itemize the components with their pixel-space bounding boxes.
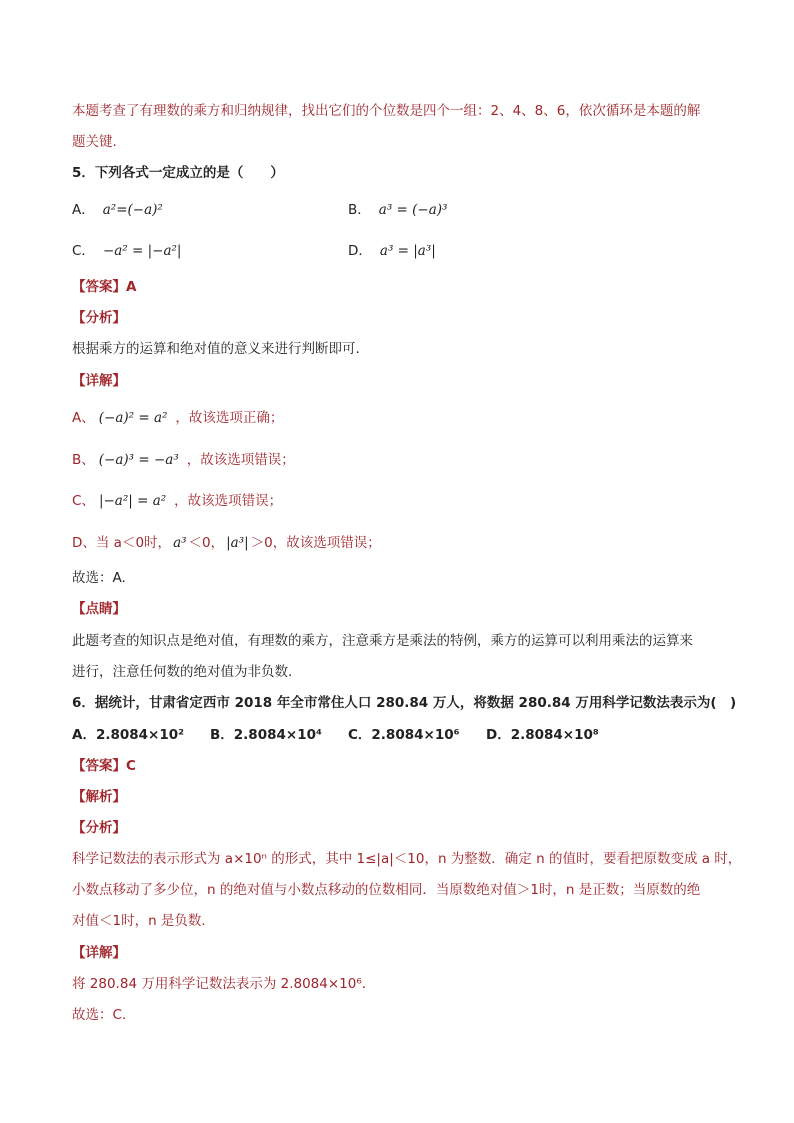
q6-analysis-line-1: 科学记数法的表示形式为 a×10ⁿ 的形式，其中 1≤|a|＜10，n 为整数．确定 n 的值时，要看把原数变成 a 时， <box>72 851 742 867</box>
q5-choose: 故选：A. <box>72 570 126 586</box>
q5-option-b-label: B． <box>348 202 371 218</box>
q5-detail-c-formula: |−a²| = a² <box>98 493 167 509</box>
q6-analysis-line-3: 对值＜1时，n 是负数． <box>72 913 215 929</box>
q5-detail-b-label: B、 <box>72 452 95 468</box>
q6-detail-text: 将 280.84 万用科学记数法表示为 2.8084×10⁶． <box>72 976 376 992</box>
q5-analysis-text: 根据乘方的运算和绝对值的意义来进行判断即可. <box>72 341 360 357</box>
q6-explain-tag: 【解析】 <box>72 789 126 805</box>
q5-option-d-formula: a³ = |a³| <box>379 243 436 259</box>
q5-answer-value: A <box>126 279 137 295</box>
q5-comment-line-1: 此题考查的知识点是绝对值，有理数的乘方，注意乘方是乘法的特例，乘方的运算可以利用乘法的运算来 <box>72 633 693 649</box>
q5-comment-line-2: 进行，注意任何数的绝对值为非负数. <box>72 664 293 680</box>
q5-detail-c-text: ，故该选项错误； <box>174 493 283 509</box>
q6-option-b: B．2.8084×10⁴ <box>210 727 322 743</box>
q5-detail-a-formula: (−a)² = a² <box>98 410 168 426</box>
prev-explanation-line-2: 题关键. <box>72 134 117 150</box>
q5-option-c-formula: −a² = |−a²| <box>102 243 182 259</box>
q5-option-d-label: D． <box>348 243 372 259</box>
q6-choose: 故选：C. <box>72 1007 127 1023</box>
q5-detail-b-formula: (−a)³ = −a³ <box>98 452 179 468</box>
q5-detail-a <box>72 408 283 428</box>
q5-option-d <box>348 241 436 261</box>
q5-option-a <box>72 200 163 220</box>
q6-detail-tag: 【详解】 <box>72 945 126 961</box>
q5-option-b-formula: a³ = (−a)³ <box>378 202 448 218</box>
q5-option-c <box>72 241 181 261</box>
q6-option-a: A．2.8084×10² <box>72 727 185 743</box>
question-6-stem: 6．据统计，甘肃省定西市 2018 年全市常住人口 280.84 万人，将数据 280.84 万用科学记数法表示为( ) <box>72 695 737 711</box>
q5-detail-d-mid: ＜0， <box>188 535 225 551</box>
q5-comment-tag: 【点睛】 <box>72 601 126 617</box>
q6-answer <box>72 756 136 776</box>
q5-option-a-formula: a²=(−a)² <box>102 202 163 218</box>
q5-detail-c <box>72 491 282 511</box>
prev-explanation-line-1: 本题考查了有理数的乘方和归纳规律，找出它们的个位数是四个一组：2、4、8、6，依次循环是本题的解 <box>72 103 701 119</box>
q5-detail-d <box>72 533 381 553</box>
q5-answer <box>72 277 136 297</box>
q6-answer-tag: 【答案】 <box>72 758 126 774</box>
q5-detail-d-pre: D、当 a＜0时， <box>72 535 172 551</box>
q6-option-c: C．2.8084×10⁶ <box>348 727 460 743</box>
q5-detail-d-formula-1: a³ <box>173 535 187 551</box>
q5-answer-tag: 【答案】 <box>72 279 126 295</box>
q6-answer-value: C <box>126 758 136 774</box>
q5-detail-a-label: A、 <box>72 410 95 426</box>
q5-analysis-tag: 【分析】 <box>72 310 126 326</box>
q5-option-b <box>348 200 447 220</box>
q5-detail-d-formula-2: |a³| <box>226 535 249 551</box>
question-5-stem: 5．下列各式一定成立的是（ ） <box>72 165 284 181</box>
q6-analysis-tag: 【分析】 <box>72 820 126 836</box>
q5-detail-a-text: ，故该选项正确； <box>175 410 284 426</box>
q5-detail-b <box>72 450 295 470</box>
q6-option-d: D．2.8084×10⁸ <box>486 727 599 743</box>
q5-option-a-label: A． <box>72 202 95 218</box>
q5-detail-tag: 【详解】 <box>72 373 126 389</box>
q5-detail-d-post: ＞0，故该选项错误； <box>250 535 381 551</box>
q5-detail-c-label: C、 <box>72 493 95 509</box>
q5-detail-b-text: ，故该选项错误； <box>186 452 295 468</box>
q5-option-c-label: C． <box>72 243 95 259</box>
q6-analysis-line-2: 小数点移动了多少位，n 的绝对值与小数点移动的位数相同．当原数绝对值＞1时，n 是正数；当原数的绝 <box>72 882 701 898</box>
